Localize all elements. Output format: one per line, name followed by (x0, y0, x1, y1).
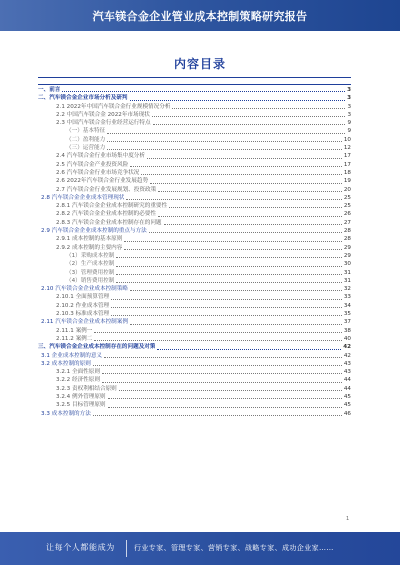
toc-leader-dots (130, 289, 342, 291)
toc-entry-page: 3 (347, 103, 351, 110)
toc-entry-label: 2.11 汽车镁合金企业成本控制案例 (41, 319, 128, 326)
toc-entry-label: 2.11.2 案例二 (56, 335, 93, 342)
toc-entry-page: 43 (343, 360, 351, 367)
toc-entry-label: （4）销售费用控制 (66, 277, 115, 284)
toc-entry-label: 3.2.4 例外管理原则 (56, 393, 106, 400)
toc-entry[interactable] (38, 293, 351, 301)
toc-entry-label: （3）管理费用控制 (66, 269, 115, 276)
toc-entry-label: 3.1 企业成本控制的意义 (41, 352, 103, 359)
toc-entry-page: 35 (343, 311, 351, 318)
toc-leader-dots (119, 389, 342, 391)
page-number: 1 (346, 516, 350, 522)
toc-entry-page: 38 (343, 327, 351, 334)
toc-entry-label: 3.2.1 全面性原则 (56, 369, 100, 376)
toc-leader-dots (130, 323, 342, 325)
toc-entry-page: 17 (343, 153, 351, 160)
toc-entry-page: 42 (343, 344, 351, 351)
toc-entry[interactable] (38, 410, 351, 418)
toc-leader-dots (111, 314, 342, 316)
toc-leader-dots (111, 298, 342, 300)
toc-entry-page: 29 (343, 252, 351, 259)
toc-entry[interactable] (38, 260, 351, 268)
toc-entry-label: 2.8.3 汽车镁合金企业成本控制存在的问题 (56, 219, 162, 226)
toc-entry[interactable] (38, 169, 351, 177)
toc-leader-dots (158, 215, 342, 217)
toc-entry-label: 2.11.1 案例一 (56, 327, 93, 334)
toc-entry-label: （1）采购成本控制 (66, 252, 115, 259)
toc-entry[interactable] (38, 244, 351, 252)
toc-title: 内容目录 (173, 57, 226, 71)
toc-entry-label: 2.8.2 汽车镁合金企业成本控制的必要性 (56, 211, 156, 218)
toc-entry[interactable] (38, 227, 351, 235)
toc-leader-dots (93, 414, 342, 416)
toc-entry-label: 3.2 成本控制的原则 (41, 360, 91, 367)
toc-top-rule (38, 77, 351, 78)
toc-entry-page: 33 (343, 294, 351, 301)
toc-entry-page: 44 (343, 385, 351, 392)
toc-entry[interactable] (38, 161, 351, 169)
toc-leader-dots (102, 381, 342, 383)
toc-leader-dots (108, 397, 342, 399)
footer-divider (126, 540, 127, 557)
toc-entry[interactable] (38, 252, 351, 260)
toc-leader-dots (107, 148, 342, 150)
toc-entry[interactable] (38, 385, 351, 393)
toc-entry[interactable] (38, 352, 351, 360)
toc-entry-page: 45 (343, 402, 351, 409)
toc-entry-page: 27 (343, 219, 351, 226)
toc-entry-page: 40 (343, 335, 351, 342)
toc-entry-label: 一、前言 (38, 87, 61, 93)
report-header (0, 0, 400, 31)
toc-entry-label: （二）盈利能力 (66, 136, 106, 143)
toc-second-rule (38, 84, 351, 85)
toc-entry[interactable] (38, 144, 351, 152)
toc-entry-page: 20 (343, 186, 351, 193)
toc-entry[interactable] (38, 177, 351, 185)
toc-entry[interactable] (38, 136, 351, 144)
toc-entry-page: 43 (343, 369, 351, 376)
toc-leader-dots (111, 306, 342, 308)
toc-entry-label: 2.10.1 全面预算管理 (56, 294, 110, 301)
footer-tagline: 行业专家、管理专家、营销专家、战略专家、成功企业家…… (134, 544, 334, 552)
toc-entry-label: 三、汽车镁合金企业成本控制存在的问题及对策 (38, 344, 156, 351)
toc-entry-label: 2.10 汽车镁合金企业成本控制策略 (41, 286, 128, 293)
report-footer (0, 532, 400, 565)
toc-entry[interactable] (38, 103, 351, 111)
toc-leader-dots (130, 99, 346, 101)
toc-entry-page: 25 (343, 194, 351, 201)
toc-entry-page: 28 (343, 228, 351, 235)
toc-entry-label: 2.7 汽车镁合金行业发展规划、投资政策 (56, 186, 157, 193)
toc-leader-dots (116, 256, 342, 258)
toc-entry-page: 3 (347, 111, 351, 118)
toc-leader-dots (107, 132, 345, 134)
toc-entry-label: 2.2 中国汽车镁合金 2022年市场现状 (56, 111, 150, 118)
toc-entry[interactable] (38, 235, 351, 243)
toc-leader-dots (104, 356, 342, 358)
toc-leader-dots (158, 190, 342, 192)
toc-leader-dots (94, 339, 342, 341)
toc-entry-label: 二、汽车镁合金企业市场分析及研判 (38, 95, 128, 102)
toc-entry-page: 31 (343, 269, 351, 276)
toc-entry-page: 9 (347, 128, 351, 135)
toc-entry-label: 2.6 2022年汽车镁合金行业发展趋势 (56, 178, 149, 185)
toc-entry-page: 37 (343, 319, 351, 326)
toc-leader-dots (107, 140, 342, 142)
toc-leader-dots (152, 115, 346, 117)
toc-entry-page: 17 (343, 161, 351, 168)
toc-entry-page: 29 (343, 244, 351, 251)
toc-leader-dots (116, 281, 342, 283)
toc-entry-label: 2.8 汽车镁合金企业成本管理现状 (41, 194, 125, 201)
toc-leader-dots (94, 331, 342, 333)
toc-entry[interactable] (38, 376, 351, 384)
toc-entry-label: 2.8.1 汽车镁合金企业成本控制研究的重要性 (56, 203, 168, 210)
toc-entry[interactable] (38, 119, 351, 127)
toc-entry[interactable] (38, 269, 351, 277)
toc-entry[interactable] (38, 368, 351, 376)
toc-entry-page: 25 (343, 203, 351, 210)
toc-leader-dots (169, 206, 342, 208)
toc-entry-page: 42 (343, 352, 351, 359)
toc-entry-label: 3.3 成本控制的方法 (41, 410, 91, 417)
table-of-contents (38, 86, 351, 418)
toc-entry-label: 3.2.5 目标管理原则 (56, 402, 106, 409)
toc-entry-label: 2.10.2 作业成本管理 (56, 302, 110, 309)
toc-entry[interactable] (38, 360, 351, 368)
toc-leader-dots (102, 372, 342, 374)
toc-entry-label: 3.2.3 责权利相结合原则 (56, 385, 117, 392)
toc-leader-dots (126, 198, 341, 200)
toc-entry-page: 34 (343, 302, 351, 309)
toc-leader-dots (172, 107, 345, 109)
footer-slogan: 让每个人都能成为 (46, 543, 115, 552)
toc-entry[interactable] (38, 86, 351, 94)
toc-entry[interactable] (38, 194, 351, 202)
toc-entry-label: （三）运营能力 (66, 145, 106, 152)
toc-leader-dots (116, 265, 342, 267)
toc-entry-page: 30 (343, 261, 351, 268)
toc-leader-dots (150, 182, 342, 184)
toc-entry[interactable] (38, 111, 351, 119)
toc-entry-page: 45 (343, 393, 351, 400)
toc-entry-page: 3 (347, 87, 351, 93)
toc-entry[interactable] (38, 152, 351, 160)
toc-entry[interactable] (38, 277, 351, 285)
toc-leader-dots (149, 231, 342, 233)
toc-leader-dots (147, 157, 342, 159)
toc-entry-page: 19 (343, 178, 351, 185)
toc-leader-dots (93, 364, 342, 366)
toc-entry-page: 18 (343, 169, 351, 176)
toc-leader-dots (130, 165, 342, 167)
toc-entry[interactable] (38, 327, 351, 335)
toc-entry-label: 2.6 汽车镁合金行业市场竞争状况 (56, 169, 140, 176)
toc-entry-label: 2.10.3 标准成本管理 (56, 311, 110, 318)
toc-entry[interactable] (38, 401, 351, 409)
toc-entry[interactable] (38, 302, 351, 310)
toc-entry-label: 2.9.1 成本控制的基本原则 (56, 236, 123, 243)
toc-entry[interactable] (38, 127, 351, 135)
toc-leader-dots (124, 240, 342, 242)
toc-entry-label: 2.9 汽车镁合金企业成本控制的重点与方法 (41, 228, 147, 235)
toc-entry-label: 2.5 汽车镁合金产业投资风险 (56, 161, 129, 168)
toc-leader-dots (108, 406, 342, 408)
toc-entry-label: 2.1 2022年中国汽车镁合金行业规模情况分析 (56, 103, 171, 110)
toc-entry-label: （一）基本特征 (66, 128, 106, 135)
toc-entry-label: 3.2.2 经济性原则 (56, 377, 100, 384)
toc-entry[interactable] (38, 219, 351, 227)
toc-entry[interactable] (38, 318, 351, 326)
toc-entry-label: 2.3 中国汽车镁合金行业经营运行特点 (56, 120, 151, 127)
toc-entry-label: 2.4 汽车镁合金行业市场集中度分析 (56, 153, 145, 160)
toc-entry-page: 31 (343, 277, 351, 284)
toc-leader-dots (124, 248, 342, 250)
toc-entry[interactable] (38, 202, 351, 210)
toc-entry-page: 32 (343, 286, 351, 293)
toc-entry-page: 12 (343, 145, 351, 152)
toc-leader-dots (153, 123, 346, 125)
toc-entry[interactable] (38, 335, 351, 343)
toc-entry[interactable] (38, 343, 351, 351)
toc-leader-dots (62, 90, 345, 92)
toc-entry[interactable] (38, 210, 351, 218)
toc-entry[interactable] (38, 393, 351, 401)
toc-entry-page: 9 (347, 120, 351, 127)
toc-entry-page: 44 (343, 377, 351, 384)
toc-entry-page: 28 (343, 236, 351, 243)
toc-leader-dots (116, 273, 342, 275)
toc-entry-label: （2）生产成本控制 (66, 261, 115, 268)
toc-entry-page: 26 (343, 211, 351, 218)
toc-entry-page: 10 (343, 136, 351, 143)
toc-entry-page: 3 (347, 95, 351, 102)
toc-entry[interactable] (38, 94, 351, 102)
toc-entry[interactable] (38, 310, 351, 318)
toc-leader-dots (141, 173, 341, 175)
toc-entry[interactable] (38, 285, 351, 293)
report-title: 汽车镁合金企业管业成本控制策略研究报告 (92, 10, 308, 23)
toc-entry-label: 2.9.2 成本控制的主要内容 (56, 244, 123, 251)
toc-entry-page: 46 (343, 410, 351, 417)
toc-leader-dots (157, 348, 341, 350)
toc-leader-dots (164, 223, 342, 225)
toc-entry[interactable] (38, 186, 351, 194)
